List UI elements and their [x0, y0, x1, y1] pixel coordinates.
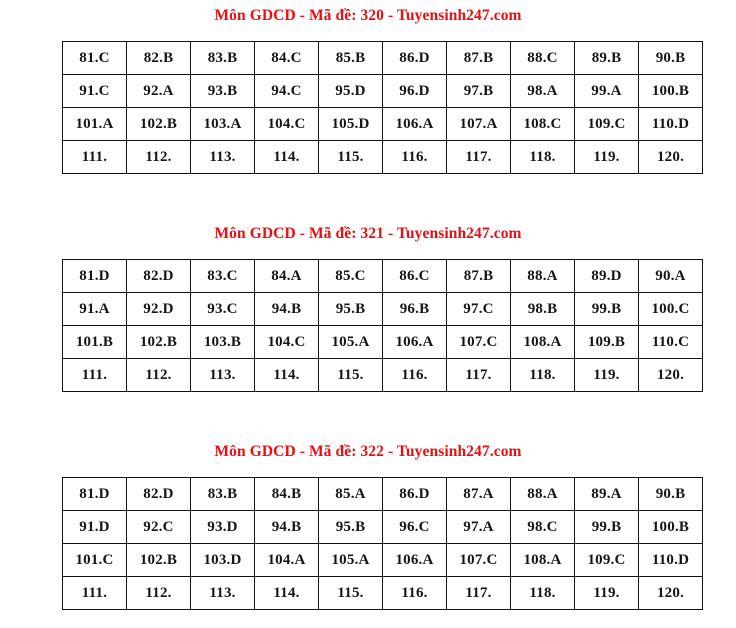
answer-table-de-321 — [62, 259, 703, 392]
answer-cell: 90.A — [639, 260, 703, 293]
answer-cell: 84.C — [255, 42, 319, 75]
answer-cell: 83.B — [191, 478, 255, 511]
answer-cell: 86.D — [383, 478, 447, 511]
answer-cell: 115. — [319, 577, 383, 610]
answer-cell: 92.D — [127, 293, 191, 326]
answer-section-de-320 — [0, 6, 736, 174]
answer-cell: 110.D — [639, 544, 703, 577]
answer-cell: 117. — [447, 577, 511, 610]
answer-cell: 91.A — [63, 293, 127, 326]
answer-cell: 116. — [383, 141, 447, 174]
answer-cell: 105.A — [319, 544, 383, 577]
answer-cell: 86.D — [383, 42, 447, 75]
answer-section-de-321 — [0, 224, 736, 392]
section-title-de-322: Môn GDCD - Mã đề: 322 - Tuyensinh247.com — [214, 443, 522, 460]
answer-cell: 107.C — [447, 544, 511, 577]
answer-cell: 102.B — [127, 544, 191, 577]
answer-cell: 113. — [191, 141, 255, 174]
table-row — [63, 577, 703, 610]
answer-cell: 116. — [383, 359, 447, 392]
table-row — [63, 478, 703, 511]
answer-cell: 108.C — [511, 108, 575, 141]
answer-cell: 112. — [127, 577, 191, 610]
answer-cell: 81.D — [63, 478, 127, 511]
table-row — [63, 108, 703, 141]
answer-cell: 89.A — [575, 478, 639, 511]
answer-cell: 82.D — [127, 260, 191, 293]
answer-cell: 81.C — [63, 42, 127, 75]
answer-cell: 85.B — [319, 42, 383, 75]
answer-cell: 120. — [639, 359, 703, 392]
answer-cell: 119. — [575, 577, 639, 610]
answer-cell: 88.C — [511, 42, 575, 75]
answer-cell: 91.D — [63, 511, 127, 544]
answer-cell: 96.B — [383, 293, 447, 326]
answer-cell: 98.C — [511, 511, 575, 544]
answer-cell: 107.A — [447, 108, 511, 141]
answer-cell: 92.A — [127, 75, 191, 108]
answer-cell: 118. — [511, 141, 575, 174]
answer-cell: 103.A — [191, 108, 255, 141]
answer-cell: 113. — [191, 359, 255, 392]
answer-cell: 96.D — [383, 75, 447, 108]
answer-cell: 111. — [63, 359, 127, 392]
answer-cell: 98.B — [511, 293, 575, 326]
answer-cell: 112. — [127, 141, 191, 174]
answer-cell: 102.B — [127, 108, 191, 141]
answer-cell: 83.B — [191, 42, 255, 75]
answer-cell: 88.A — [511, 260, 575, 293]
answer-cell: 93.B — [191, 75, 255, 108]
answer-cell: 96.C — [383, 511, 447, 544]
answer-cell: 106.A — [383, 544, 447, 577]
table-row — [63, 359, 703, 392]
table-row — [63, 260, 703, 293]
answer-cell: 89.B — [575, 42, 639, 75]
table-row — [63, 75, 703, 108]
answer-cell: 94.C — [255, 75, 319, 108]
answer-cell: 100.B — [639, 75, 703, 108]
answer-cell: 85.C — [319, 260, 383, 293]
answer-cell: 84.B — [255, 478, 319, 511]
answer-table-de-322 — [62, 477, 703, 610]
table-row — [63, 42, 703, 75]
answer-cell: 91.C — [63, 75, 127, 108]
answer-cell: 97.B — [447, 75, 511, 108]
answer-cell: 92.C — [127, 511, 191, 544]
answer-cell: 83.C — [191, 260, 255, 293]
answer-cell: 97.C — [447, 293, 511, 326]
answer-cell: 109.C — [575, 108, 639, 141]
answer-cell: 120. — [639, 141, 703, 174]
answer-cell: 103.B — [191, 326, 255, 359]
answer-cell: 105.A — [319, 326, 383, 359]
answer-cell: 95.D — [319, 75, 383, 108]
answer-cell: 100.B — [639, 511, 703, 544]
answer-cell: 108.A — [511, 544, 575, 577]
answer-cell: 117. — [447, 141, 511, 174]
answer-cell: 94.B — [255, 511, 319, 544]
answer-cell: 101.C — [63, 544, 127, 577]
answer-cell: 99.B — [575, 511, 639, 544]
table-row — [63, 511, 703, 544]
answer-table-de-320 — [62, 41, 703, 174]
answer-cell: 82.B — [127, 42, 191, 75]
answer-cell: 113. — [191, 577, 255, 610]
answer-cell: 95.B — [319, 511, 383, 544]
answer-cell: 104.C — [255, 108, 319, 141]
answer-cell: 99.B — [575, 293, 639, 326]
answer-cell: 120. — [639, 577, 703, 610]
answer-cell: 107.C — [447, 326, 511, 359]
section-title-de-321: Môn GDCD - Mã đề: 321 - Tuyensinh247.com — [214, 225, 522, 242]
answer-cell: 81.D — [63, 260, 127, 293]
table-row — [63, 293, 703, 326]
table-row — [63, 141, 703, 174]
answer-cell: 98.A — [511, 75, 575, 108]
answer-cell: 93.C — [191, 293, 255, 326]
answer-cell: 106.A — [383, 326, 447, 359]
answer-cell: 117. — [447, 359, 511, 392]
answer-cell: 90.B — [639, 42, 703, 75]
answer-cell: 103.D — [191, 544, 255, 577]
answer-cell: 111. — [63, 577, 127, 610]
answer-cell: 102.B — [127, 326, 191, 359]
answer-section-de-322 — [0, 442, 736, 610]
answer-cell: 87.B — [447, 42, 511, 75]
answer-cell: 114. — [255, 577, 319, 610]
answer-cell: 104.C — [255, 326, 319, 359]
answer-cell: 112. — [127, 359, 191, 392]
answer-cell: 104.A — [255, 544, 319, 577]
table-row — [63, 544, 703, 577]
answer-cell: 111. — [63, 141, 127, 174]
answer-cell: 109.C — [575, 544, 639, 577]
section-title-de-320: Môn GDCD - Mã đề: 320 - Tuyensinh247.com — [214, 7, 522, 24]
answer-cell: 82.D — [127, 478, 191, 511]
answer-cell: 101.A — [63, 108, 127, 141]
answer-cell: 116. — [383, 577, 447, 610]
answer-cell: 108.A — [511, 326, 575, 359]
answer-cell: 115. — [319, 359, 383, 392]
answer-cell: 110.D — [639, 108, 703, 141]
answer-cell: 97.A — [447, 511, 511, 544]
answer-cell: 87.A — [447, 478, 511, 511]
answer-cell: 93.D — [191, 511, 255, 544]
answer-cell: 94.B — [255, 293, 319, 326]
answer-cell: 90.B — [639, 478, 703, 511]
answer-cell: 118. — [511, 359, 575, 392]
answer-cell: 114. — [255, 359, 319, 392]
answer-cell: 119. — [575, 359, 639, 392]
answer-cell: 87.B — [447, 260, 511, 293]
answer-cell: 109.B — [575, 326, 639, 359]
answer-cell: 86.C — [383, 260, 447, 293]
answer-cell: 115. — [319, 141, 383, 174]
answer-cell: 105.D — [319, 108, 383, 141]
answer-cell: 99.A — [575, 75, 639, 108]
answer-cell: 119. — [575, 141, 639, 174]
answer-cell: 95.B — [319, 293, 383, 326]
answer-cell: 88.A — [511, 478, 575, 511]
answer-cell: 100.C — [639, 293, 703, 326]
answer-cell: 106.A — [383, 108, 447, 141]
answer-cell: 84.A — [255, 260, 319, 293]
table-row — [63, 326, 703, 359]
answer-cell: 89.D — [575, 260, 639, 293]
answer-cell: 118. — [511, 577, 575, 610]
answer-cell: 101.B — [63, 326, 127, 359]
answer-cell: 110.C — [639, 326, 703, 359]
answer-cell: 114. — [255, 141, 319, 174]
answer-cell: 85.A — [319, 478, 383, 511]
